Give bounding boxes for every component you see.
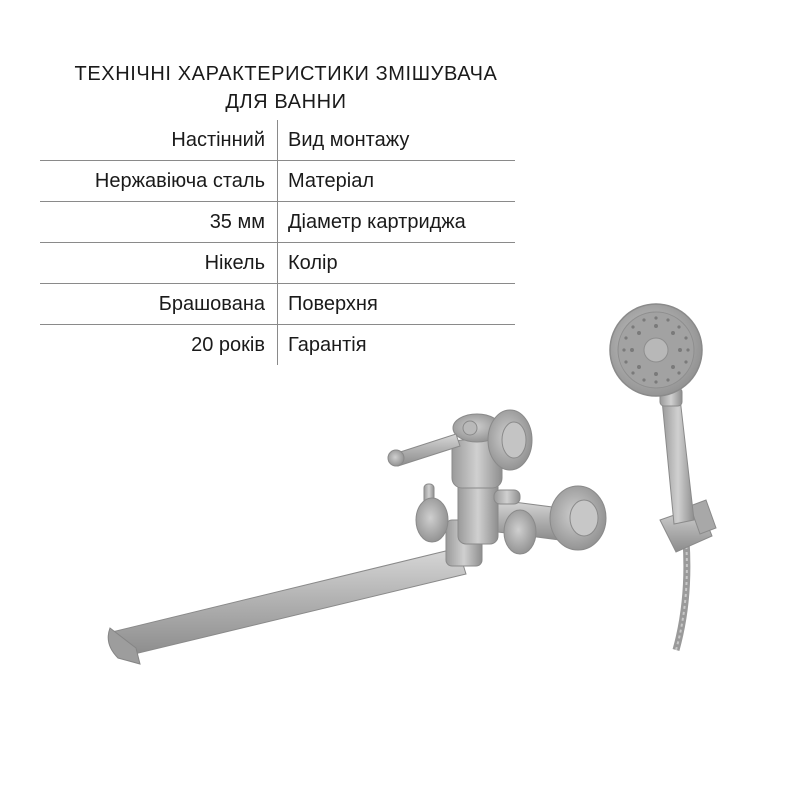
spec-label: Поверхня — [288, 292, 378, 315]
spec-label: Діаметр картриджа — [288, 210, 466, 233]
spec-label: Вид монтажу — [288, 128, 410, 151]
spec-value: Настінний — [40, 120, 278, 160]
spec-value: Брашована — [40, 284, 278, 324]
spec-value: Нержавіюча сталь — [40, 161, 278, 201]
spec-value: 35 мм — [40, 202, 278, 242]
spec-label: Гарантія — [288, 333, 367, 356]
faucet-image — [108, 410, 606, 664]
hand-shower-image — [610, 304, 716, 650]
spec-label: Колір — [288, 251, 338, 274]
spec-value: Нікель — [40, 243, 278, 283]
spec-label: Матеріал — [288, 169, 374, 192]
title-line-2: ДЛЯ ВАННИ — [225, 91, 347, 113]
title-line-1: ТЕХНІЧНІ ХАРАКТЕРИСТИКИ ЗМІШУВАЧА — [74, 63, 498, 85]
spec-value: 20 років — [40, 325, 278, 365]
